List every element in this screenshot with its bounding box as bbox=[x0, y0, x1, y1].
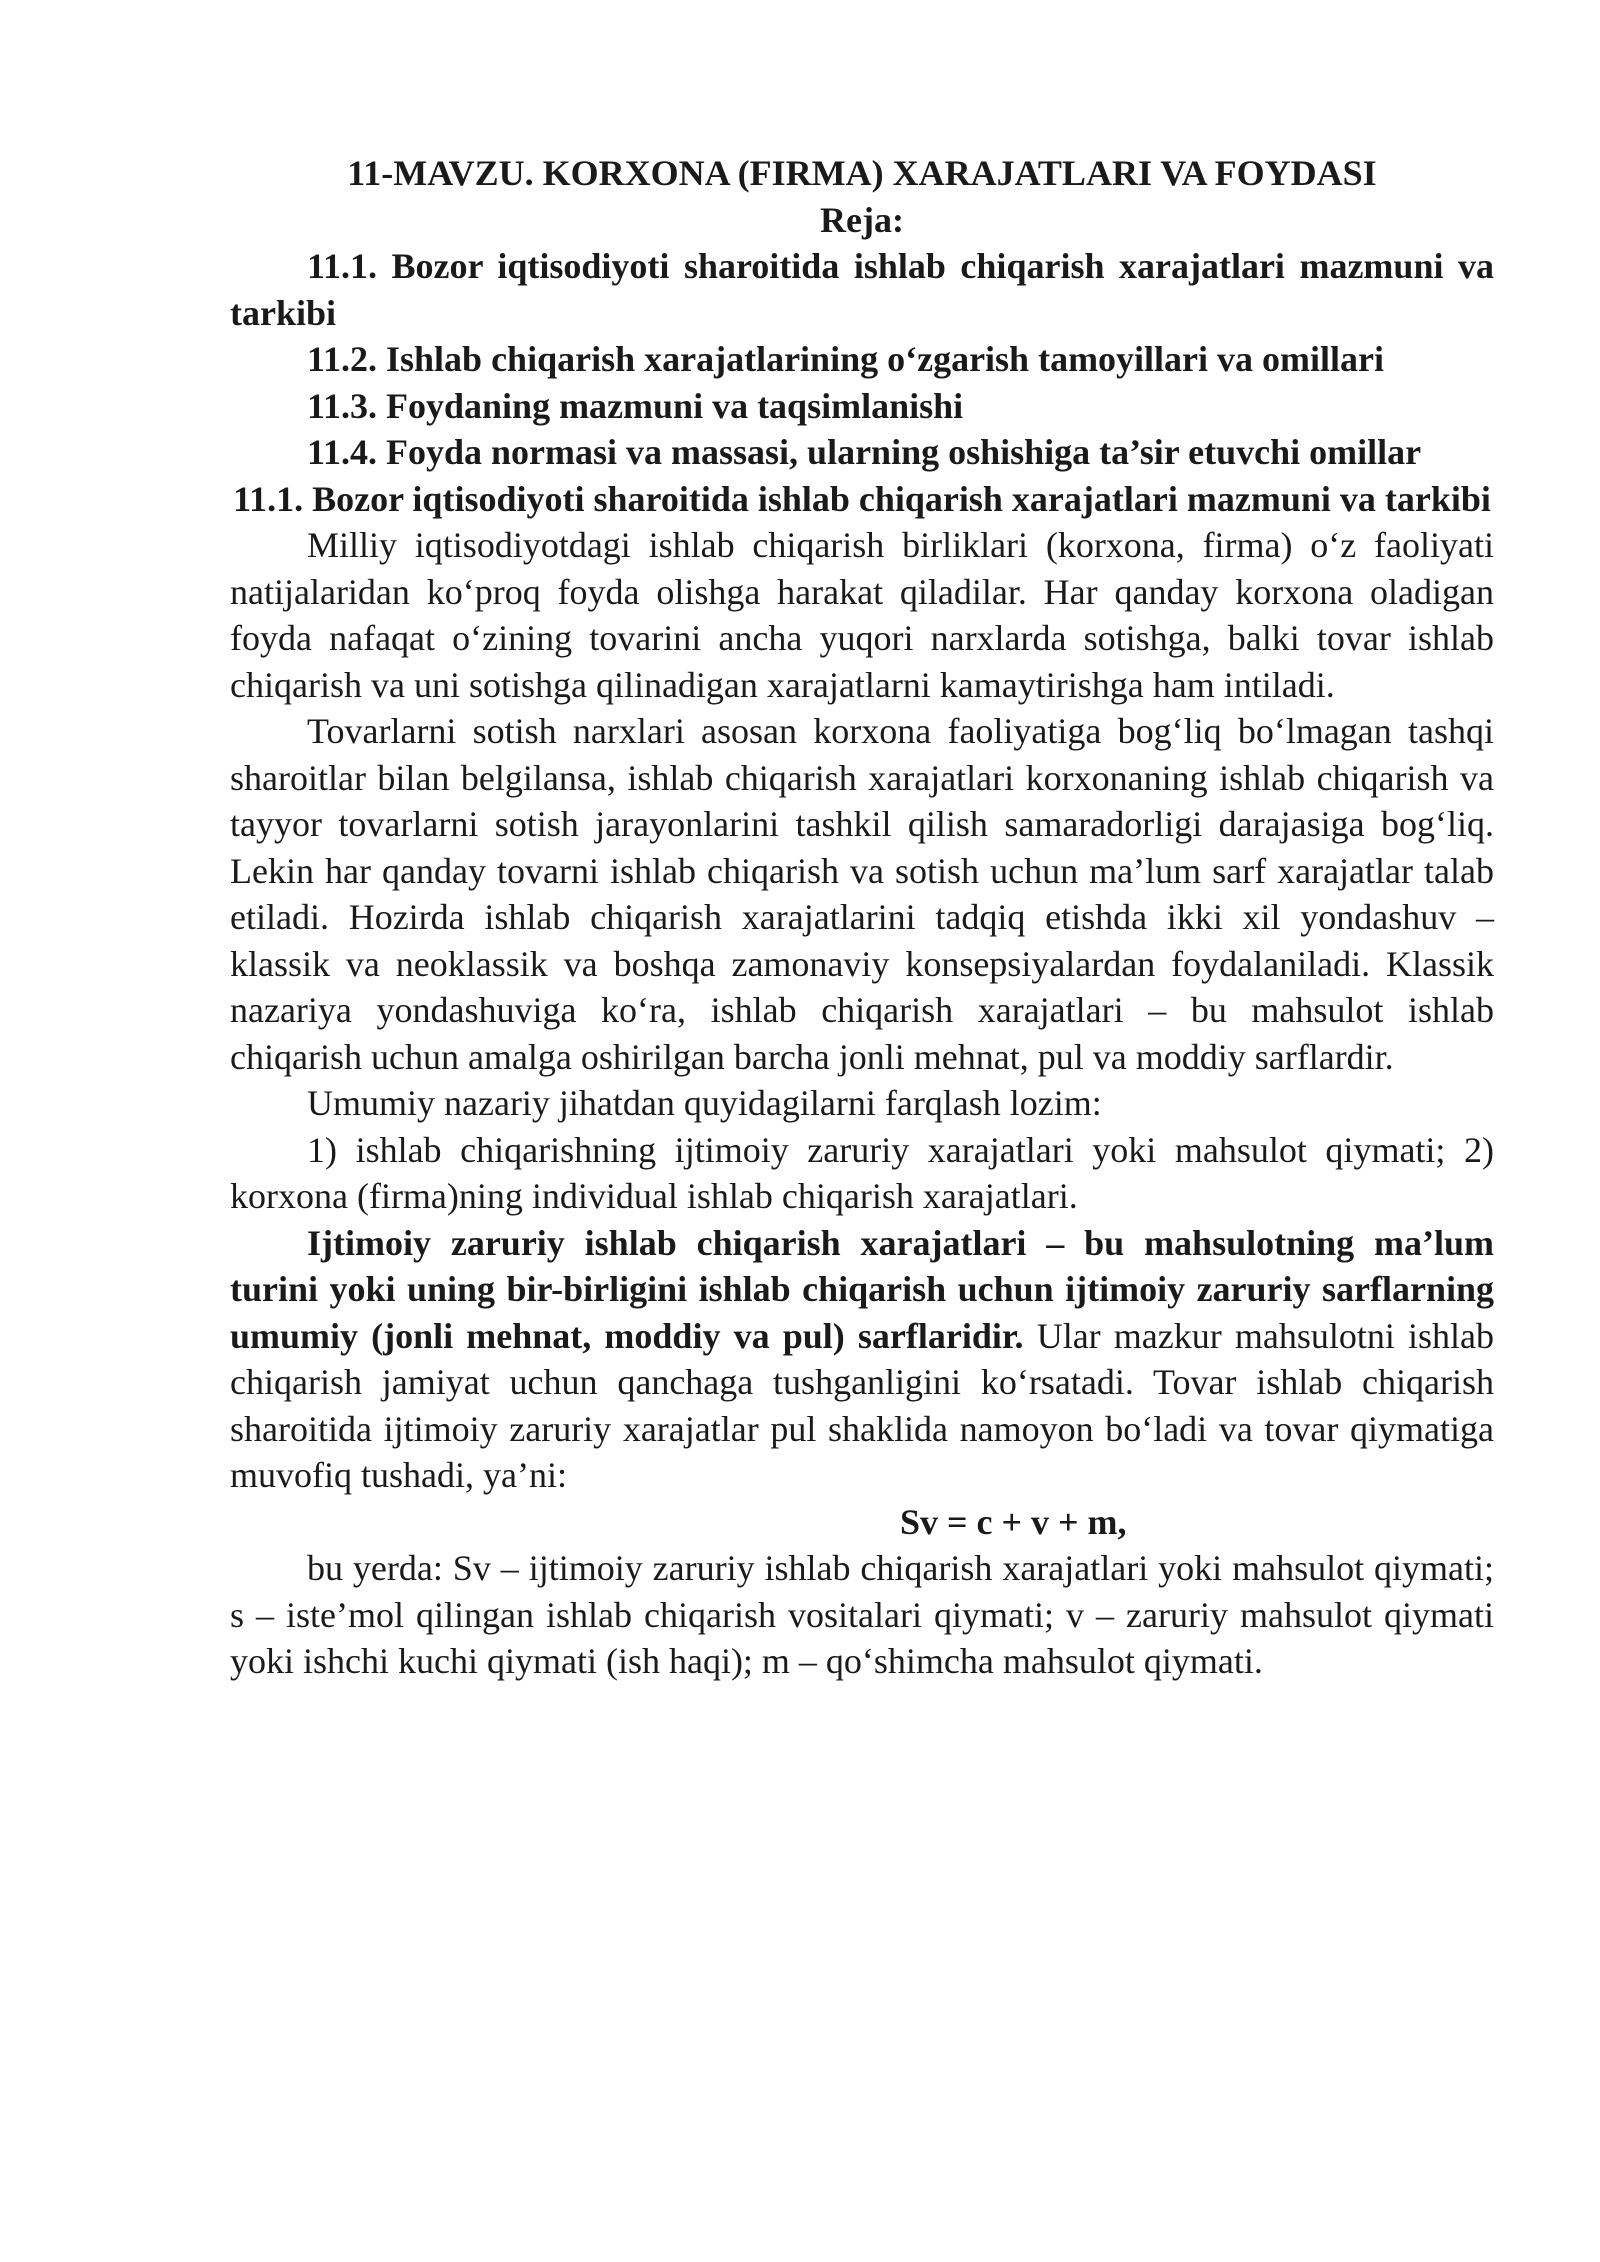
definition-bold: Ijtimoiy zaruriy ishlab chiqarish xarajatlari – bu mahsulotning ma’lum turini yoki uning bir-birligini ishlab chiqarish uchun ijtimoiy zaruriy sarflarning umumiy (jonli mehnat, moddiy va pul) sarflaridir. bbox=[230, 1222, 1494, 1356]
plan-item-4: 11.4. Foyda normasi va massasi, ularning oshishiga ta’sir etuvchi omillar bbox=[307, 432, 1422, 472]
paragraph-1: Milliy iqtisodiyotdagi ishlab chiqarish birliklari (korxona, firma) o‘z faoliyati natijalaridan ko‘proq foyda olishga harakat qiladilar. Har qanday korxona oladigan foyda nafaqat o‘zining tovarini ancha yuqori narxlarda sotishga, balki tovar ishlab chiqarish va uni sotishga qilinadigan xarajatlarni kamaytirishga ham intiladi. bbox=[230, 525, 1494, 705]
paragraph-5 bbox=[230, 1220, 1494, 1499]
paragraph-6: bu yerda: Sv – ijtimoiy zaruriy ishlab chiqarish xarajatlari yoki mahsulot qiymati; s – iste’mol qilingan ishlab chiqarish vositalari qiymati; v – zaruriy mahsulot qiymati yoki ishchi kuchi qiymati (ish haqi); m – qo‘shimcha mahsulot qiymati. bbox=[230, 1548, 1494, 1681]
document-page bbox=[230, 150, 1494, 1685]
plan-item-1: 11.1. Bozor iqtisodiyoti sharoitida ishlab chiqarish xarajatlari mazmuni va tarkibi bbox=[230, 246, 1494, 333]
paragraph-3: Umumiy nazariy jihatdan quyidagilarni farqlash lozim: bbox=[307, 1083, 1102, 1123]
document-title: 11-MAVZU. KORXONA (FIRMA) XARAJATLARI VA FOYDASI bbox=[347, 153, 1377, 193]
plan-heading: Reja: bbox=[820, 199, 904, 240]
plan-item-3: 11.3. Foydaning mazmuni va taqsimlanishi bbox=[307, 385, 964, 426]
section-title: 11.1. Bozor iqtisodiyoti sharoitida ishlab chiqarish xarajatlari mazmuni va tarkibi bbox=[233, 478, 1491, 519]
plan-item-2: 11.2. Ishlab chiqarish xarajatlarining o‘zgarish tamoyillari va omillari bbox=[307, 339, 1385, 379]
formula: Sv = c + v + m, bbox=[900, 1501, 1127, 1542]
paragraph-4: 1) ishlab chiqarishning ijtimoiy zaruriy xarajatlari yoki mahsulot qiymati; 2) korxona (firma)ning individual ishlab chiqarish xarajatlari. bbox=[230, 1129, 1494, 1216]
definition-rest: Ular mazkur mahsulotni ishlab chiqarish jamiyat uchun qanchaga tushganligini ko‘rsatadi. Tovar ishlab chiqarish sharoitida ijtimoiy zaruriy xarajatlar pul shaklida namoyon bo‘ladi va tovar qiymatiga muvofiq tushadi, ya’ni: bbox=[230, 1315, 1495, 1495]
paragraph-2: Tovarlarni sotish narxlari asosan korxona faoliyatiga bog‘liq bo‘lmagan tashqi sharoitlar bilan belgilansa, ishlab chiqarish xarajatlari korxonaning ishlab chiqarish va tayyor tovarlarni sotish jarayonlarini tashkil qilish samaradorligi darajasiga bog‘liq. Lekin har qanday tovarni ishlab chiqarish va sotish uchun ma’lum sarf xarajatlar talab etiladi. Hozirda ishlab chiqarish xarajatlarini tadqiq etishda ikki xil yondashuv – klassik va neoklassik va boshqa zamonaviy konsepsiyalardan foydalaniladi. Klassik nazariya yondashuviga ko‘ra, ishlab chiqarish xarajatlari – bu mahsulot ishlab chiqarish uchun amalga oshirilgan barcha jonli mehnat, pul va moddiy sarflardir. bbox=[230, 711, 1494, 1077]
